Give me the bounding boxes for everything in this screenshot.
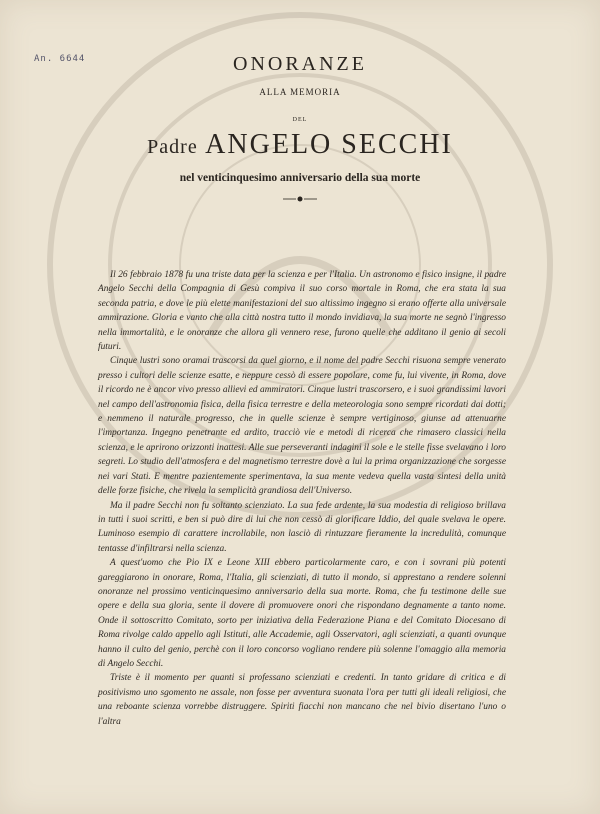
- paragraph: Ma il padre Secchi non fu soltanto scienziato. La sua fede ardente, la sua modestia di religioso brillava in tutti i suoi scritti, e ben si può dire di lui che non cessò di glorificare Iddio, del quale svelava le opere. Luminoso esempio di carattere incrollabile, non lasciò di rintuzzare fieramente la incredulità, comunque tentasse d'infiltrarsi nella scienza.: [98, 500, 506, 554]
- archive-stamp: An. 6644: [34, 54, 86, 64]
- ornament-icon: [281, 194, 319, 204]
- honoree-prefix: Padre: [147, 136, 198, 158]
- honoree-name: [0, 129, 600, 161]
- paragraph: Cinque lustri sono oramai trascorsi da quel giorno, e il nome del padre Secchi risuona sempre venerato presso i cultori delle scienze esatte, e neppure cessò di essere popolare, come fu, lui vivente, in Roma, dove il ricordo ne è ancor vivo presso allievi ed ammiratori. Cinque lustri trascorsero, e i suoi grandissimi lavori nel campo dell'astronomia fisica, della fisica terrestre e della meteorologia sono sempre ricordati dai dotti; e nemmeno il naturale progresso, che in quelle scienze è sempre vertiginoso, giunse ad attenuarne l'importanza. Ingegno penetrante ed ardito, tracciò vie e metodi di ricerca che rimasero classici nella scienza, e le aprirono orizzonti inattesi. Alle sue perseveranti indagini il sole e le stelle fisse svelavano i loro segreti. Lo studio dell'atmosfera e del magnetismo terrestre dovè a lui la prima organizzazione che sorgesse nei vari Stati. E mentre pazientemente sperimentava, la sua mente vedeva quella vasta sintesi della unità delle forze fisiche, che rivela la semplicità grandiosa dell'Universo.: [98, 356, 506, 497]
- paragraph: Triste è il momento per quanti si professano scienziati e credenti. In tanto gridare di critica e di positivismo uno sgomento ne assale, non fosse per avventura suonata l'ora per tutti gli ideali religiosi, che una reboante scienza vorrebbe distruggere. Spiriti fiacchi non mancano che nel bivio disertano l'uno o l'altra: [98, 673, 506, 727]
- body-text: [98, 268, 506, 729]
- honoree-full-name: ANGELO SECCHI: [205, 129, 453, 160]
- document-title: ONORANZE: [233, 53, 367, 75]
- paragraph: A quest'uomo che Pio IX e Leone XIII ebbero particolarmente caro, e con i sovrani più potenti gareggiarono in onorare, Roma, l'Italia, gli scienziati, di tutto il mondo, si apprestano a rendere solenni onoranze nel prossimo venticinquesimo anniversario della sua morte. Roma, che fu testimone delle sue opere e della sua gloria, sente il dovere di promuovere onori che rispondano degnamente a tanto nome. Onde il sottoscritto Comitato, sorto per iniziativa della Federazione Piana e del Comitato Diocesano di Roma rivolge caldo appello agli Istituti, alle Accademie, agli Osservatori, agli scienziati, a quanti ovunque hanno il culto del genio, perchè con il loro concorso vogliano rendere più solenne l'omaggio alla memoria di Angelo Secchi.: [98, 558, 506, 669]
- occasion-line: nel venticinquesimo anniversario della sua morte: [179, 172, 421, 184]
- preposition-del: DEL: [292, 117, 308, 123]
- paragraph: Il 26 febbraio 1878 fu una triste data per la scienza e per l'Italia. Un astronomo e fisico insigne, il padre Angelo Secchi della Compagnia di Gesù compiva il suo corso mortale in Roma, che era stata la sua seconda patria, e dove le più elette manifestazioni del suo altissimo ingegno si erano offerte alla universale ammirazione. Gloria e vanto che alla città nostra tutto il mondo invidiava, la sua morte ne segnò l'ingresso nella immortalità, e le onoranze che allora gli vennero rese, furono quelle che additano il genio ai secoli futuri.: [98, 270, 506, 353]
- document-subtitle: ALLA MEMORIA: [259, 87, 341, 97]
